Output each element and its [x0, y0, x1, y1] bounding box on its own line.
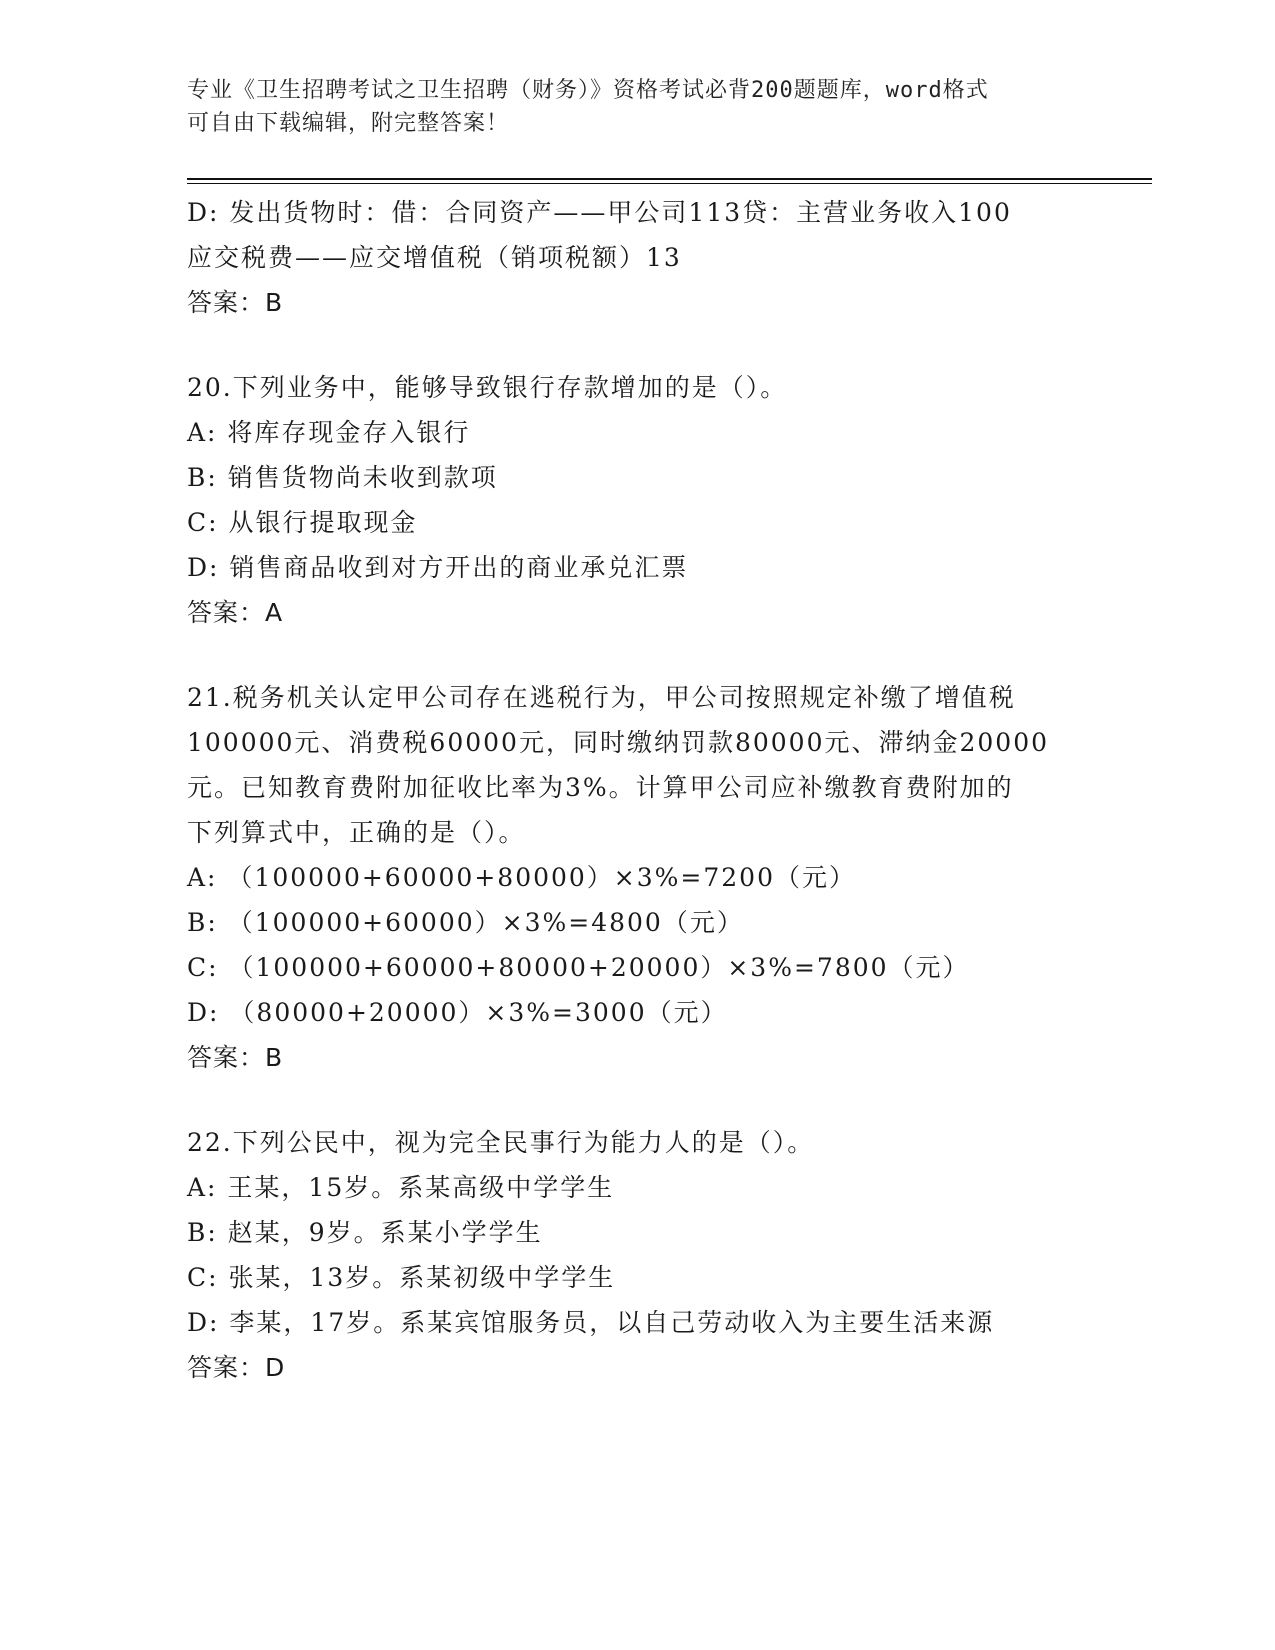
option-d: D: （80000+20000）×3%=3000（元）	[187, 998, 728, 1027]
question-21	[187, 675, 1087, 1080]
option-d-line-2: 应交税费——应交增值税（销项税额）13	[187, 243, 682, 272]
question-22	[187, 1120, 1087, 1390]
option-d: D: 销售商品收到对方开出的商业承兑汇票	[187, 553, 689, 582]
option-b: B: 赵某，9岁。系某小学学生	[187, 1218, 543, 1247]
answer-line: 答案：D	[187, 1353, 286, 1382]
option-d-line-1: D: 发出货物时：借：合同资产——甲公司113贷：主营业务收入100	[187, 198, 1012, 227]
question-stem-line-2: 100000元、消费税60000元，同时缴纳罚款80000元、滞纳金20000	[187, 728, 1050, 757]
question-content	[187, 190, 1087, 1390]
answer-line: 答案：B	[187, 1043, 284, 1072]
header-title-line-2: 可自由下载编辑，附完整答案！	[187, 111, 510, 136]
option-c: C: （100000+60000+80000+20000）×3%=7800（元）	[187, 953, 970, 982]
question-stem-line-4: 下列算式中，正确的是（）。	[187, 818, 526, 847]
option-a: A: 将库存现金存入银行	[187, 418, 471, 447]
question-stem-line-1: 21.税务机关认定甲公司存在逃税行为，甲公司按照规定补缴了增值税	[187, 683, 1016, 712]
option-a: A: （100000+60000+80000）×3%=7200（元）	[187, 863, 856, 892]
option-c: C: 张某，13岁。系某初级中学学生	[187, 1263, 616, 1292]
answer-line: 答案：A	[187, 598, 284, 627]
option-b: B: 销售货物尚未收到款项	[187, 463, 498, 492]
option-a: A: 王某，15岁。系某高级中学学生	[187, 1173, 615, 1202]
previous-question-tail	[187, 190, 1087, 325]
option-d: D: 李某，17岁。系某宾馆服务员，以自己劳动收入为主要生活来源	[187, 1308, 995, 1337]
question-stem-line-3: 元。已知教育费附加征收比率为3%。计算甲公司应补缴教育费附加的	[187, 773, 1014, 802]
question-20	[187, 365, 1087, 635]
option-b: B: （100000+60000）×3%=4800（元）	[187, 908, 744, 937]
question-stem: 22.下列公民中，视为完全民事行为能力人的是（）。	[187, 1128, 815, 1157]
option-c: C: 从银行提取现金	[187, 508, 418, 537]
header-divider-thick	[187, 178, 1152, 180]
document-header	[187, 74, 1087, 140]
header-title-line-1: 专业《卫生招聘考试之卫生招聘（财务）》资格考试必背200题题库，word格式	[187, 78, 989, 103]
answer-line: 答案：B	[187, 288, 284, 317]
question-stem: 20.下列业务中，能够导致银行存款增加的是（）。	[187, 373, 788, 402]
header-divider-thin	[187, 183, 1152, 184]
